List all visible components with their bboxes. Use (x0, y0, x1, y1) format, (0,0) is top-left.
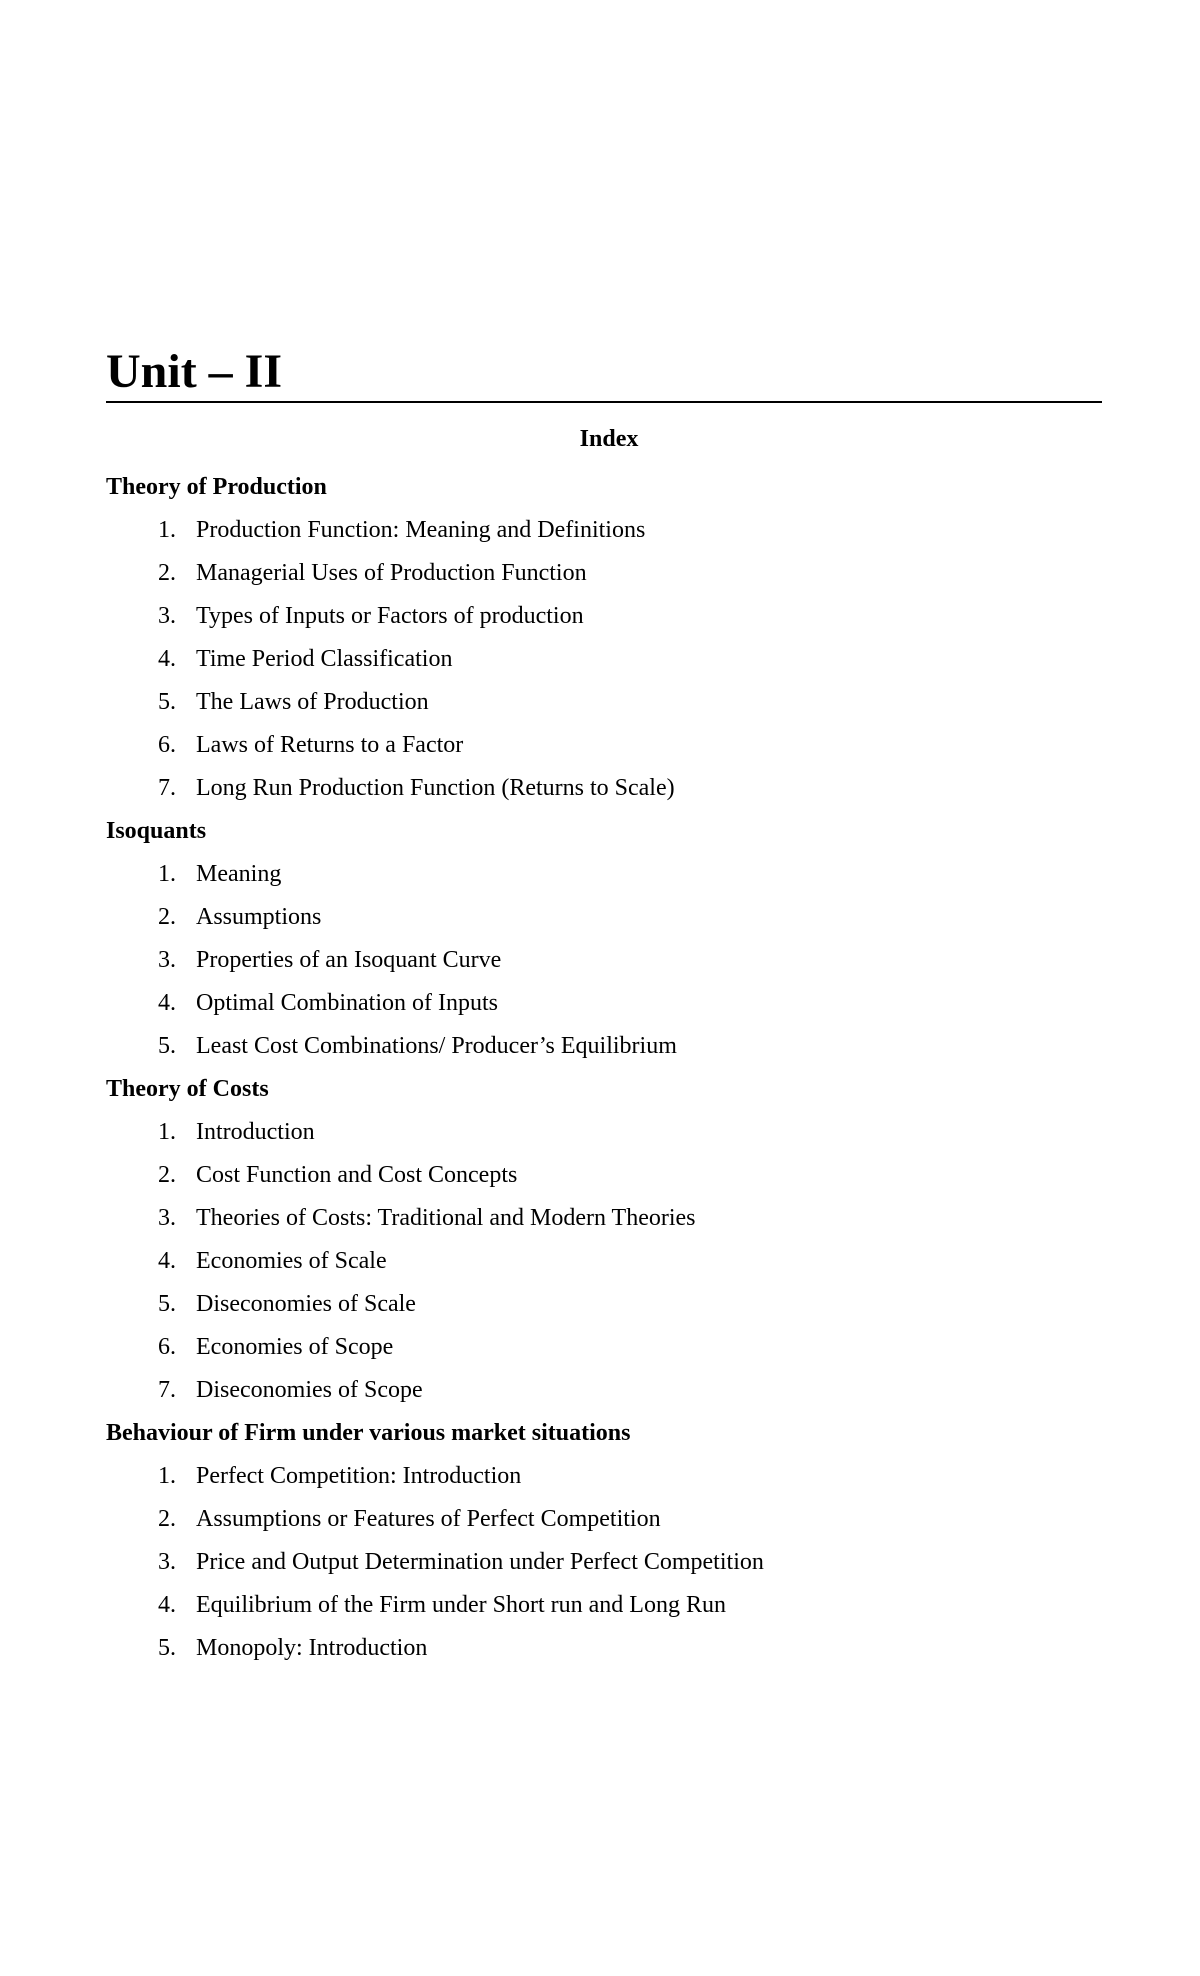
list-item (106, 1197, 1102, 1240)
list-item (106, 509, 1102, 552)
list-item (106, 552, 1102, 595)
list-item-number: 1. (158, 517, 176, 543)
list-item (106, 1025, 1102, 1068)
list-item-label: Cost Function and Cost Concepts (196, 1162, 518, 1188)
document-page (106, 345, 1102, 1670)
list-item (106, 638, 1102, 681)
list-item-number: 3. (158, 603, 176, 629)
list-item-number: 5. (158, 1291, 176, 1317)
list-item (106, 724, 1102, 767)
list-item-label: Equilibrium of the Firm under Short run and Long Run (196, 1592, 726, 1618)
list-item-label: Diseconomies of Scale (196, 1291, 416, 1317)
list-item-label: Economies of Scope (196, 1334, 394, 1360)
list-item (106, 1455, 1102, 1498)
list-item (106, 681, 1102, 724)
list-item-number: 2. (158, 904, 176, 930)
index-section (106, 1068, 1102, 1412)
section-item-list (106, 1111, 1102, 1412)
list-item (106, 767, 1102, 810)
list-item-number: 7. (158, 1377, 176, 1403)
list-item (106, 1111, 1102, 1154)
list-item (106, 1154, 1102, 1197)
list-item-number: 4. (158, 990, 176, 1016)
list-item (106, 595, 1102, 638)
index-section (106, 810, 1102, 1068)
index-sections (106, 466, 1102, 1670)
list-item-number: 1. (158, 861, 176, 887)
index-heading: Index (579, 426, 639, 452)
section-heading: Isoquants (106, 818, 207, 844)
list-item-label: Managerial Uses of Production Function (196, 560, 587, 586)
list-item (106, 939, 1102, 982)
list-item (106, 1498, 1102, 1541)
index-section (106, 466, 1102, 810)
list-item-number: 3. (158, 1205, 176, 1231)
section-heading: Theory of Costs (106, 1076, 269, 1102)
list-item-number: 2. (158, 560, 176, 586)
list-item (106, 1541, 1102, 1584)
list-item-label: Types of Inputs or Factors of production (196, 603, 584, 629)
list-item-number: 1. (158, 1463, 176, 1489)
index-section (106, 1412, 1102, 1670)
list-item-label: The Laws of Production (196, 689, 429, 715)
list-item-number: 3. (158, 947, 176, 973)
list-item (106, 1240, 1102, 1283)
list-item (106, 1584, 1102, 1627)
list-item-number: 4. (158, 1592, 176, 1618)
list-item-label: Optimal Combination of Inputs (196, 990, 498, 1016)
list-item-label: Price and Output Determination under Perfect Competition (196, 1549, 764, 1575)
list-item-label: Long Run Production Function (Returns to Scale) (196, 775, 675, 801)
list-item (106, 1326, 1102, 1369)
list-item-label: Least Cost Combinations/ Producer’s Equilibrium (196, 1033, 677, 1059)
list-item (106, 1283, 1102, 1326)
list-item-number: 5. (158, 689, 176, 715)
list-item-number: 1. (158, 1119, 176, 1145)
list-item-label: Production Function: Meaning and Definitions (196, 517, 646, 543)
list-item-label: Diseconomies of Scope (196, 1377, 423, 1403)
list-item (106, 853, 1102, 896)
list-item-label: Assumptions (196, 904, 322, 930)
list-item-number: 6. (158, 732, 176, 758)
list-item-number: 2. (158, 1162, 176, 1188)
section-item-list (106, 853, 1102, 1068)
list-item-label: Introduction (196, 1119, 315, 1145)
list-item (106, 1369, 1102, 1412)
list-item-number: 2. (158, 1506, 176, 1532)
list-item-number: 7. (158, 775, 176, 801)
list-item-label: Perfect Competition: Introduction (196, 1463, 522, 1489)
title-rule (106, 401, 1102, 403)
list-item-number: 4. (158, 1248, 176, 1274)
list-item-label: Assumptions or Features of Perfect Competition (196, 1506, 661, 1532)
list-item-label: Theories of Costs: Traditional and Modern Theories (196, 1205, 696, 1231)
section-heading: Behaviour of Firm under various market situations (106, 1420, 631, 1446)
list-item-number: 5. (158, 1033, 176, 1059)
section-item-list (106, 509, 1102, 810)
section-heading: Theory of Production (106, 474, 327, 500)
list-item-number: 6. (158, 1334, 176, 1360)
list-item-label: Laws of Returns to a Factor (196, 732, 464, 758)
list-item (106, 982, 1102, 1025)
section-item-list (106, 1455, 1102, 1670)
list-item-number: 5. (158, 1635, 176, 1661)
list-item-label: Monopoly: Introduction (196, 1635, 428, 1661)
list-item (106, 1627, 1102, 1670)
list-item (106, 896, 1102, 939)
list-item-number: 4. (158, 646, 176, 672)
list-item-label: Time Period Classification (196, 646, 453, 672)
list-item-label: Meaning (196, 861, 282, 887)
list-item-label: Economies of Scale (196, 1248, 387, 1274)
list-item-label: Properties of an Isoquant Curve (196, 947, 502, 973)
list-item-number: 3. (158, 1549, 176, 1575)
unit-title: Unit – II (106, 345, 283, 398)
